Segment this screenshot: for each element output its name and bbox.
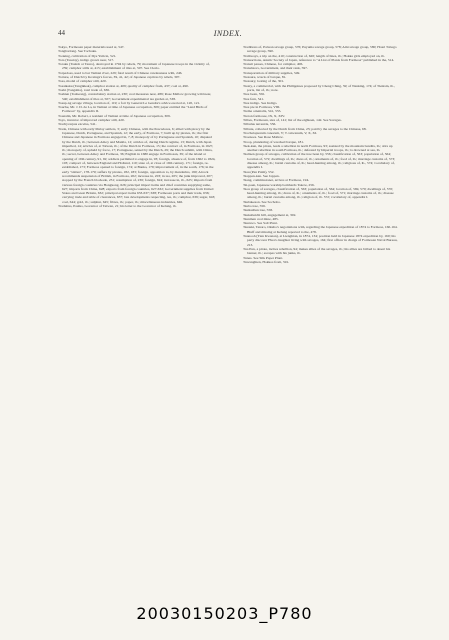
index-column-left	[58, 45, 216, 208]
index-entry: Tsukubaichi hill, engagement at, 302.	[243, 212, 297, 217]
index-entry: Tsi-paen, Japanese warship bombards Takow, 256.	[243, 182, 315, 187]
index-entry: Tunes. See Silk Paper Plant.	[243, 255, 284, 260]
index-entry: Troop, plundering of wrecked barque, 181.	[243, 139, 304, 144]
index-entry: Toroku (Tauloh or Tauro), destroyed in 1794 by rebels, 79; movement of Japanese troops in the vicinity of, 259; camphor stills at, 415; establishment of tiles at, 507. See Clerio.	[58, 62, 210, 71]
index-entry: Tsubakeson. See Sochobo.	[243, 199, 281, 204]
index-entry: Toshi (Tongshia), total trade of, 636.	[58, 87, 110, 92]
index-entry: Torture, of Dutch by Koxinga's forces, 39, 41, 42; of Japanese captives by rebels, 307.	[58, 75, 181, 80]
index-entry: Tree pie in Formosa, VIII.	[243, 105, 281, 110]
index-entry: Touzalin, Mr. Robert, a resident of Tamsui at time of Japanese occupation, 309.	[58, 113, 171, 118]
index-entry: Tokyo, Formosan paper materials used at, 547.	[58, 45, 125, 49]
index-entry: Tosa, model of camphor still, 420.	[58, 79, 107, 84]
index-entry: Tsalisen group of savages, cultivation of the tree bean by, 556; classification of, 563; population of, 564; location of, 572; dwellings of, ib.; dress of, ib.; ornaments of, ib.; food of, ib.; marriage customs of, 573; disease among, ib.; burial customs of, ib.; head-hunting among, ib.; religious of, ib., 574; vocabulary of, appendix I.	[243, 152, 396, 170]
index-entry: Tuwanghten, Hokkos from, 591.	[243, 259, 290, 264]
index-entry: Trade, Chinese with early Malay settlers, 3; early Chinese, with the Pescadores, 6; allied with piracy by the Japanese, Dutch, Portuguese, and Spanish, 12; the early, of Formosa, 7; built up by pirates, ib.; the first Chinese and Japanese in Formosa engaged in, 7, 8; monopoly of by Portuguese and Spanish, 10; disputed by the Dutch, ib.; between Amoy and Manila, 12; articles of, during Dutch regime, 13; Dutch, with Japan imperiled, 14; articles of, at Taiwan, ib.; of the Dutch in Formosa, 15; the contract of, in Formosa, in 1627, ib.; monopoly of, upheld by force, 17; Portuguese, seized by the Dutch, 29; the Dutch submit, with China, ib.; secret, between Amoy and Formosa, 36; English in 1680 engage in Formosan, 39; of the island at opening of 19th century, 91, 92; soldiers permitted to engage in, 93; foreign, absence of, from 1662 to 1824, 103; compact of, between England and Holland, 110; state of, at close of 19th century, 171; foreign, re-established, 173; Formosa opened to foreign, 174; at Banka, 179; improvement of, in the south, 176; in the early "sixties", 178-179; suffers by pirates, 182, 183; foreign, opposition to, by mandarins, 190; Alcock recommends suspension of British, in Formosa, 202; increase in, 203; in tea, 205; the junk improved, 207; stopped by the French blockade, 231; resumption of, 236; foreign, 624; increase in, ib., 625; imports from various foreign countries via Hongkong, 626; principal import items and chief countries supplying same, 627; imports from China, 628; exports from foreign countries, 627-632; Government supplies from United States and Great Britain, 632; principal export items 633-637; 638; Formosan ports and their trade, 636; carrying trade and table of clearances, 637; late developments respecting, tea, ib.; camphor, 639; sugar, 643; coal, 644; gold, ib.; sulphur, 645; fibres, ib.; paper, ib.; miscellaneous industries, 646.	[58, 126, 216, 204]
index-entry: Tree bean, 556.	[243, 92, 265, 97]
index-entry: Touche, Mr. J. D. de La, in Tamsui at time of Japanese occupation, 309; paper entitled the "Land Birds of Formosa" by, appendix II.	[58, 105, 208, 114]
index-column-right	[243, 45, 401, 264]
page-number: 44	[58, 29, 65, 37]
index-entry: Tribute, collected by the Dutch from China, 23; paid by the savages to the Chinese, 68.	[243, 126, 367, 131]
index-entry: Translators, Government, and their rank, 597.	[243, 66, 308, 71]
index-entry: Transportation of military supplies, 549.	[243, 70, 301, 75]
index-entry: Troenoes. See Rose Mallow.	[243, 135, 284, 140]
index-entry: Tsuikuiban tree, 558.	[243, 208, 273, 213]
index-entry: Tree indigo. See Indigo.	[243, 100, 278, 105]
index-entry: Tsappan-kan. See Jappan.	[243, 173, 280, 178]
index-entry: Treaty, a commercial, with the Philippines proposed by Cheng Ching, 59; of Nanking, 174; of Tientsin, ib., ports, list of, ib.; note.	[243, 83, 395, 92]
index-entry: Tora (Tasaiay), indigo grown near, 517.	[58, 57, 115, 62]
index-entry: Tsunmen coal mine, 485.	[243, 216, 279, 221]
index-entry: Tribes, Formosan, size of, 141; list of the eighteen, 142. See Savages.	[243, 118, 342, 123]
index-entry: Tree fern, 541.	[243, 96, 264, 101]
running-title: INDEX.	[213, 29, 243, 38]
page-header	[58, 29, 398, 41]
index-entry: Treasure, wreck of barque, 81.	[243, 75, 287, 80]
index-entry: Trema orientalis, 541, 555.	[243, 109, 282, 114]
index-entry: Toshien (Tosheong), constabulary station at, 230; coal measures near, 489; Rose Mallow growing wild near, 540; establishment of tiles at, 507; Government experimental tea garden at, 538.	[58, 92, 212, 101]
index-entry: Treron formosae, IX, X, XIV.	[243, 113, 285, 118]
index-entry: Tsubo tree, 556.	[243, 203, 266, 208]
index-entry: Traduitus, Paulus, Governor of Taiwan, 21; his letter to the Governor of Kelung, ib.	[58, 203, 177, 208]
index-entry: Tsuruwo. See Salt Plant.	[243, 221, 278, 226]
index-entry: Tooking, cultivation of Dye Yam in, 521.	[58, 53, 117, 58]
index-entry: Toyo, inventor of improved camphor still, 420.	[58, 118, 125, 123]
index-entry: Tsusuki, Tanaro, Okubo's negotiations with, regarding the Japanese expedition of 1874 to Formosa, 160-164. Bluff and missing at Kelung reported to the, 478.	[243, 225, 398, 234]
index-entry: Transit passes, Chinese, for camphor, 406.	[243, 62, 304, 67]
index-entry: Transactions, Asiatic Society of Japan, reference to "A List of Plants from Formosa" published in the, 514.	[243, 57, 395, 62]
index-entry: Treasury, looting of the, 301.	[243, 79, 285, 84]
index-entry: Torpedoes, used to bar Tamsui river, 229; fatal result of Chinese carelessness with, 246.	[58, 70, 183, 75]
image-caption: 20030150203_P780	[136, 604, 313, 623]
index-entry: Tua Pun, a pirate, incites rebellion, 94; makes allies of the savages, ib.; his allies are bribed to desert his banner, ib.; escapes with his junks, ib.	[243, 246, 391, 256]
index-entry: Tosup-ng savage village, location of, 119; a fort by General Le Gendre's advice erected at, 120, 121.	[58, 100, 201, 105]
index-entry: Trachycarpus excelsa, 541.	[58, 122, 97, 127]
index-entry: Traditions of, Paiwan savage group, 576; Puyuma savage group, 578; Ami savage group, 580; Hotel Tobago savage group, 590.	[243, 45, 397, 54]
index-entry: Tongbarlong. See Tochoku.	[58, 49, 98, 54]
index-entry: Tsang, commissioner, arrives at Formosa, 194.	[243, 178, 310, 183]
index-entry: Tosaikaku (Tangikkak), camphor station at, 409; quality of camphor from, 437; coal at, 490.	[58, 83, 189, 88]
index-entry: Tramways, a trip on the, 410; construction of, 620; length of lines, ib.; Hokka girls employed on, ib.	[243, 53, 385, 58]
index-entry: Tsou group of savages, classification of, 563; population of, 564; location of, 569, 570; dwellings of, 570; head-hunting among, ib.; dress of, ib.; ornaments of, ib.; food of, 571; marriage customs of, ib.; disease among, ib.; burial customs among, ib.; religion of, ib. 572; vocabulary of, appendix I.	[243, 186, 394, 200]
index-entry: Tuanooh (Tien Kwanan), at Lienghian, in 1874, 134; position held in Japanese 1874 expedition by, 160; his party discover Hwa's daughter living with savages, 164; first officer in charge of Formosan Naval Bureau, 213.	[243, 234, 398, 247]
index-entry: Tribulus terrestris, 556.	[243, 122, 277, 127]
index-entry: Tsau (Pan Palm), 552.	[243, 169, 275, 174]
index-entry: Trochalopterum canorum, V; T. taiwanum, V, X, XI.	[243, 130, 318, 135]
index-entry: Tsek-kun, the pirate, leads a rebellion in north Formosa, 93; assisted by the mountain bandits, ib.; stirs up another rebellion in south Formosa, ib.; defeated by Imperial troops, ib.; is drowned at sea, ib.	[243, 143, 393, 153]
